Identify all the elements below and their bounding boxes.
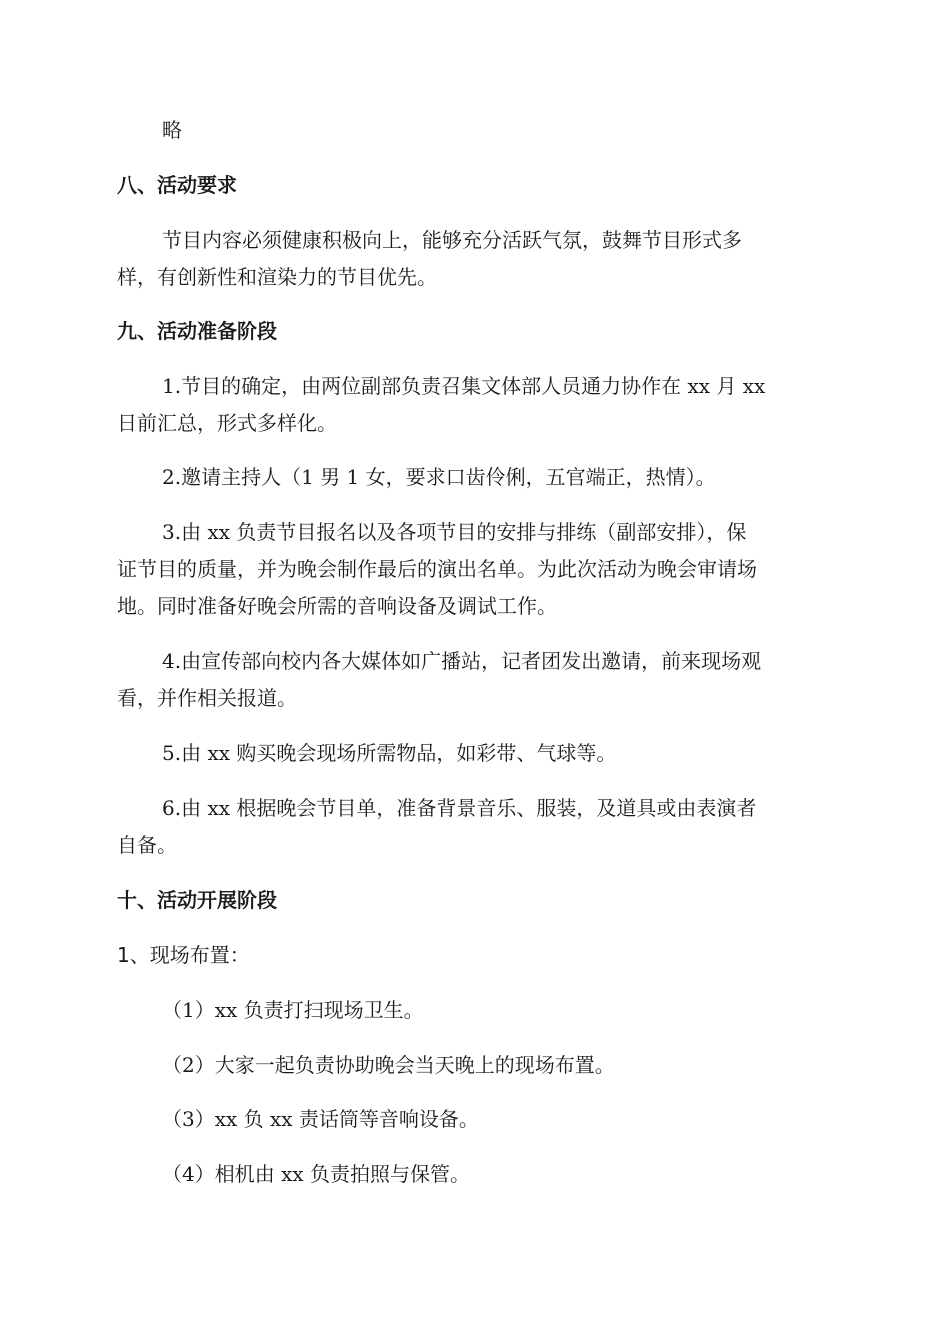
section8-heading: 八、活动要求 — [117, 173, 237, 197]
section9-item4-line: 看，并作相关报道。 — [117, 686, 297, 710]
section9-item4-line: 4.由宣传部向校内各大媒体如广播站，记者团发出邀请，前来现场观 — [162, 649, 762, 673]
section10-list-item: （3）xx 负 xx 责话筒等音响设备。 — [162, 1107, 479, 1131]
section9-item3-line: 地。同时准备好晚会所需的音响设备及调试工作。 — [117, 594, 557, 618]
section8-paragraph-line: 样，有创新性和渲染力的节目优先。 — [117, 265, 437, 289]
section10-list-item: （2）大家一起负责协助晚会当天晚上的现场布置。 — [162, 1053, 615, 1077]
section9-item3-line: 3.由 xx 负责节目报名以及各项节目的安排与排练（副部安排），保 — [162, 520, 747, 544]
intro-text: 略 — [162, 118, 182, 142]
section9-item1-line: 1.节目的确定，由两位副部负责召集文体部人员通力协作在 xx 月 xx — [162, 374, 766, 398]
section9-item2-line: 2.邀请主持人（1 男 1 女，要求口齿伶俐，五官端正，热情）。 — [162, 465, 716, 489]
section8-paragraph-line: 节目内容必须健康积极向上，能够充分活跃气氛，鼓舞节目形式多 — [162, 228, 742, 252]
section9-heading: 九、活动准备阶段 — [117, 319, 277, 343]
section9-item6-line: 自备。 — [117, 833, 177, 857]
section9-item6-line: 6.由 xx 根据晚会节目单，准备背景音乐、服装，及道具或由表演者 — [162, 796, 757, 820]
section9-item1-line: 日前汇总，形式多样化。 — [117, 411, 337, 435]
section10-heading: 十、活动开展阶段 — [117, 888, 277, 912]
section10-list-item: （1）xx 负责打扫现场卫生。 — [162, 998, 424, 1022]
section9-item3-line: 证节目的质量，并为晚会制作最后的演出名单。为此次活动为晚会审请场 — [117, 557, 757, 581]
section10-subheading: 1、现场布置： — [117, 943, 250, 967]
section9-item5-line: 5.由 xx 购买晚会现场所需物品，如彩带、气球等。 — [162, 741, 617, 765]
section10-list-item: （4）相机由 xx 负责拍照与保管。 — [162, 1162, 470, 1186]
